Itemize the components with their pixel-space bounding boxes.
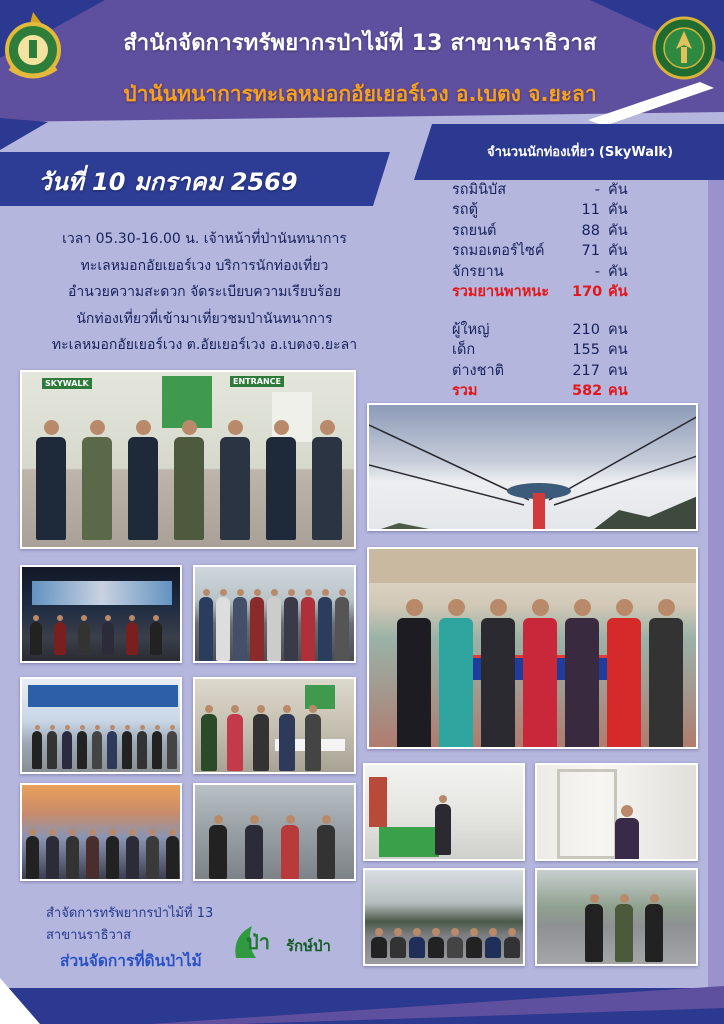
photo-person-figure <box>107 731 117 770</box>
photo-person-head <box>620 894 629 903</box>
photo-person-figure <box>390 937 406 958</box>
photo-person-figure <box>615 818 639 861</box>
photo-person-figure <box>371 937 387 958</box>
photo-person-figure <box>439 618 473 749</box>
photo-sunrise-visitors <box>20 783 182 881</box>
photo-person-head <box>155 725 160 730</box>
header-title: สำนักจัดการทรัพยากรป่าไม้ที่ 13 สาขานราธิวาส <box>123 31 597 56</box>
photo-person-figure <box>397 618 431 749</box>
photo-person-figure <box>305 714 321 771</box>
photo-interior-green-mat <box>363 763 525 861</box>
date-banner: วันที่ 10 มกราคม 2569 <box>38 168 298 196</box>
photo-person-head <box>237 589 244 596</box>
building-eave <box>369 549 698 583</box>
photo-person-figure <box>481 618 515 749</box>
skywalk-cables-and-tower <box>369 405 698 531</box>
photo-person-head <box>621 805 633 817</box>
photo-building-group <box>20 677 182 774</box>
photo-person-figure <box>504 937 520 958</box>
description-line: เวลา 05.30-16.00 น. เจ้าหน้าที่ป่านันทนาการ <box>62 231 347 247</box>
photo-person-head <box>413 928 421 936</box>
stat-row-adults <box>452 320 702 340</box>
photo-person-figure <box>227 714 243 771</box>
photo-person-head <box>288 589 295 596</box>
photo-person-head <box>274 420 289 435</box>
photo-person-figure <box>281 825 299 879</box>
photo-person-figure <box>106 836 119 879</box>
photo-person-figure <box>312 437 342 541</box>
stat-unit: คน <box>608 342 628 359</box>
stat-row-bicycle <box>452 262 702 282</box>
photo-person-figure <box>245 825 263 879</box>
photo-person-figure <box>485 937 501 958</box>
photo-person-figure <box>167 731 177 770</box>
photo-person-figure <box>279 714 295 771</box>
stat-label: ผู้ใหญ่ <box>452 322 490 338</box>
stat-unit: คน <box>608 362 628 379</box>
stat-row-visitor-total <box>452 381 702 401</box>
vehicle-stats <box>452 180 702 302</box>
photo-person-head <box>125 725 130 730</box>
photo-person-head <box>451 928 459 936</box>
love-forest-logo <box>286 932 350 966</box>
photo-person-figure <box>233 597 247 661</box>
photo-person-figure <box>32 731 42 770</box>
photo-person-head <box>90 420 105 435</box>
photo-person-figure <box>466 937 482 958</box>
photo-person-figure <box>150 622 162 655</box>
photo-person-head <box>658 599 675 616</box>
photo-person-head <box>140 725 145 730</box>
forest-agency-round-logo <box>652 15 716 81</box>
stat-value: 88 <box>581 222 600 239</box>
photo-person-figure <box>46 836 59 879</box>
photo-person-head <box>203 589 210 596</box>
photo-person-head <box>105 615 111 621</box>
photo-person-figure <box>266 437 296 541</box>
photo-person-figure <box>66 836 79 879</box>
photo-person-head <box>220 589 227 596</box>
stat-label: รถมินิบัส <box>452 182 507 198</box>
photo-skywalk-sea-of-mist <box>367 403 698 531</box>
photo-person-figure <box>92 731 102 770</box>
photo-person-figure <box>126 836 139 879</box>
photo-person-head <box>95 725 100 730</box>
photo-person-figure <box>317 825 335 879</box>
photo-person-head <box>508 928 516 936</box>
photo-person-head <box>81 615 87 621</box>
skywalk-sign: SKYWALK <box>42 378 92 389</box>
photo-person-figure <box>146 836 159 879</box>
photo-person-figure <box>166 836 179 879</box>
photo-person-figure <box>128 437 158 541</box>
photo-person-head <box>286 815 295 824</box>
stat-label: รถมอเตอร์ไซค์ <box>452 243 545 260</box>
photo-person-figure <box>82 437 112 541</box>
stat-row-children <box>452 340 702 360</box>
photo-person-head <box>109 829 116 836</box>
photo-person-head <box>532 599 549 616</box>
photo-person-figure <box>565 618 599 749</box>
stat-unit: คัน <box>608 182 628 198</box>
stat-value: 11 <box>581 202 600 219</box>
photo-person-figure <box>86 836 99 879</box>
photo-person-head <box>616 599 633 616</box>
photo-person-figure <box>250 597 264 661</box>
photo-person-head <box>80 725 85 730</box>
photo-person-head <box>650 894 659 903</box>
photo-person-head <box>129 829 136 836</box>
stat-row-van <box>452 200 702 220</box>
photo-person-head <box>320 420 335 435</box>
photo-person-head <box>228 420 243 435</box>
photo-person-head <box>305 589 312 596</box>
stat-label: จักรยาน <box>452 263 504 280</box>
photo-person-figure <box>174 437 204 541</box>
photo-person-figure <box>26 836 39 879</box>
description-line: นักท่องเที่ยวที่เข้ามาเที่ยวชมป่านันทนาการ <box>76 310 333 327</box>
photo-person-head <box>153 615 159 621</box>
building-roof-band <box>28 685 178 707</box>
photo-person-figure <box>220 437 250 541</box>
photo-person-head <box>57 615 63 621</box>
photo-person-figure <box>199 597 213 661</box>
photo-person-head <box>375 928 383 936</box>
plant-forest-logo-text: ป่า <box>246 930 270 954</box>
stat-unit: คัน <box>608 283 628 300</box>
photo-person-head <box>44 420 59 435</box>
green-floor-mat <box>379 827 439 857</box>
photo-person-head <box>448 599 465 616</box>
stat-row-foreigners <box>452 361 702 381</box>
stat-label: ต่างชาติ <box>452 362 505 379</box>
photo-person-head <box>271 589 278 596</box>
photo-person-figure <box>209 825 227 879</box>
photo-person-figure <box>102 622 114 655</box>
stat-label: รวมยานพาหนะ <box>452 283 549 300</box>
stat-row-vehicle-total <box>452 282 702 302</box>
photo-three-staff-road <box>535 868 698 966</box>
photo-person-head <box>136 420 151 435</box>
stat-label: รถยนต์ <box>452 222 497 239</box>
stat-unit: คัน <box>608 222 628 239</box>
photo-person-head <box>29 829 36 836</box>
photo-person-figure <box>318 597 332 661</box>
description-paragraph <box>12 226 397 359</box>
photo-person-figure <box>284 597 298 661</box>
header-subtitle: ป่านันทนาการทะเลหมอกอัยเยอร์เวง อ.เบตง จ.ยะลา <box>123 82 597 106</box>
stat-value: 582 <box>572 383 603 400</box>
photo-person-figure <box>216 597 230 661</box>
stat-unit: คน <box>608 383 628 400</box>
photo-person-head <box>309 705 317 713</box>
glass-door-frame <box>557 769 617 859</box>
photo-person-figure <box>585 904 603 962</box>
visitor-stats <box>452 320 702 402</box>
photo-person-figure <box>201 714 217 771</box>
description-line: ทะเลหมอกอัยเยอร์เวง บริการนักท่องเที่ยว <box>80 257 329 274</box>
photo-night-building-visitors <box>20 565 182 663</box>
stat-value: 71 <box>581 243 600 260</box>
photo-person-head <box>490 599 507 616</box>
photo-person-head <box>322 589 329 596</box>
stat-value: 210 <box>572 322 600 338</box>
photo-person-figure <box>30 622 42 655</box>
photo-person-head <box>231 705 239 713</box>
stat-unit: คัน <box>608 263 628 280</box>
photo-person-head <box>33 615 39 621</box>
group-photo-staff-skywalk-entrance <box>20 370 356 549</box>
photo-person-head <box>439 795 447 803</box>
photo-person-head <box>182 420 197 435</box>
photo-person-head <box>35 725 40 730</box>
photo-person-figure <box>523 618 557 749</box>
stat-value: 155 <box>572 342 600 359</box>
stat-value: - <box>594 182 600 198</box>
photo-service-table <box>193 677 356 774</box>
stat-unit: คัน <box>608 243 628 260</box>
photo-person-figure <box>137 731 147 770</box>
photo-person-head <box>69 829 76 836</box>
stat-label: รวม <box>452 383 478 400</box>
photo-person-head <box>50 725 55 730</box>
photo-visitors-with-banner <box>367 547 698 749</box>
stat-unit: คน <box>608 322 628 338</box>
photo-person-figure <box>447 937 463 958</box>
photo-person-figure <box>36 437 66 541</box>
stat-row-motorcycle <box>452 241 702 261</box>
photo-cleaning-door <box>535 763 698 861</box>
stat-unit: คัน <box>608 202 628 219</box>
photo-person-head <box>250 815 259 824</box>
photo-person-figure <box>607 618 641 749</box>
photo-person-head <box>254 589 261 596</box>
photo-person-head <box>89 829 96 836</box>
photo-person-head <box>257 705 265 713</box>
stat-row-minibus <box>452 180 702 200</box>
photo-person-head <box>49 829 56 836</box>
photo-person-figure <box>78 622 90 655</box>
love-forest-logo-text: รักษ์ป่า <box>286 937 331 955</box>
photo-person-head <box>149 829 156 836</box>
footer-org-line1: สำจัดการทรัพยากรป่าไม้ที่ 13 <box>46 906 214 921</box>
photo-visitors-on-skywalk <box>193 783 356 881</box>
stat-value: 170 <box>572 283 603 300</box>
photo-person-figure <box>335 597 349 661</box>
photo-person-figure <box>253 714 269 771</box>
photo-person-figure <box>615 904 633 962</box>
photo-person-figure <box>267 597 281 661</box>
photo-person-figure <box>435 804 451 855</box>
photo-person-head <box>129 615 135 621</box>
entrance-sign: ENTRANCE <box>230 376 284 387</box>
stat-label: เด็ก <box>452 342 476 359</box>
photo-person-figure <box>152 731 162 770</box>
photo-person-head <box>170 725 175 730</box>
photo-person-head <box>283 705 291 713</box>
photo-person-figure <box>77 731 87 770</box>
photo-person-head <box>205 705 213 713</box>
plant-forest-logo <box>230 918 286 966</box>
photo-person-head <box>489 928 497 936</box>
footer-org-line2: สาขานราธิวาส <box>46 928 132 943</box>
forest-department-emblem-logo <box>2 10 64 84</box>
photo-person-head <box>394 928 402 936</box>
stat-value: - <box>594 263 600 280</box>
photo-person-figure <box>47 731 57 770</box>
photo-person-figure <box>428 937 444 958</box>
photo-parked-motorcycles <box>363 868 525 966</box>
footer-department: ส่วนจัดการที่ดินป่าไม้ <box>60 952 202 970</box>
photo-person-figure <box>54 622 66 655</box>
photo-person-figure <box>409 937 425 958</box>
description-line: ทะเลหมอกอัยเยอร์เวง ต.อัยเยอร์เวง อ.เบตงจ.ยะลา <box>51 337 358 354</box>
decorated-plant <box>369 777 387 827</box>
photo-person-figure <box>645 904 663 962</box>
photo-person-figure <box>649 618 683 749</box>
photo-person-head <box>470 928 478 936</box>
photo-person-figure <box>122 731 132 770</box>
stats-title: จำนวนนักท่องเที่ยว (SkyWalk) <box>486 145 674 160</box>
photo-person-head <box>432 928 440 936</box>
photo-person-head <box>322 815 331 824</box>
lit-building-facade <box>32 581 172 605</box>
description-line: อำนวยความสะดวก จัดระเบียบความเรียบร้อย <box>67 284 342 301</box>
photo-person-figure <box>126 622 138 655</box>
photo-crowd-morning <box>193 565 356 663</box>
stat-row-car <box>452 221 702 241</box>
photo-person-head <box>214 815 223 824</box>
photo-person-figure <box>301 597 315 661</box>
photo-person-head <box>65 725 70 730</box>
photo-person-figure <box>62 731 72 770</box>
photo-person-head <box>406 599 423 616</box>
photo-person-head <box>169 829 176 836</box>
photo-person-head <box>574 599 591 616</box>
photo-person-head <box>590 894 599 903</box>
stat-label: รถตู้ <box>452 202 478 219</box>
photo-person-head <box>339 589 346 596</box>
photo-person-head <box>110 725 115 730</box>
stat-value: 217 <box>572 362 600 379</box>
